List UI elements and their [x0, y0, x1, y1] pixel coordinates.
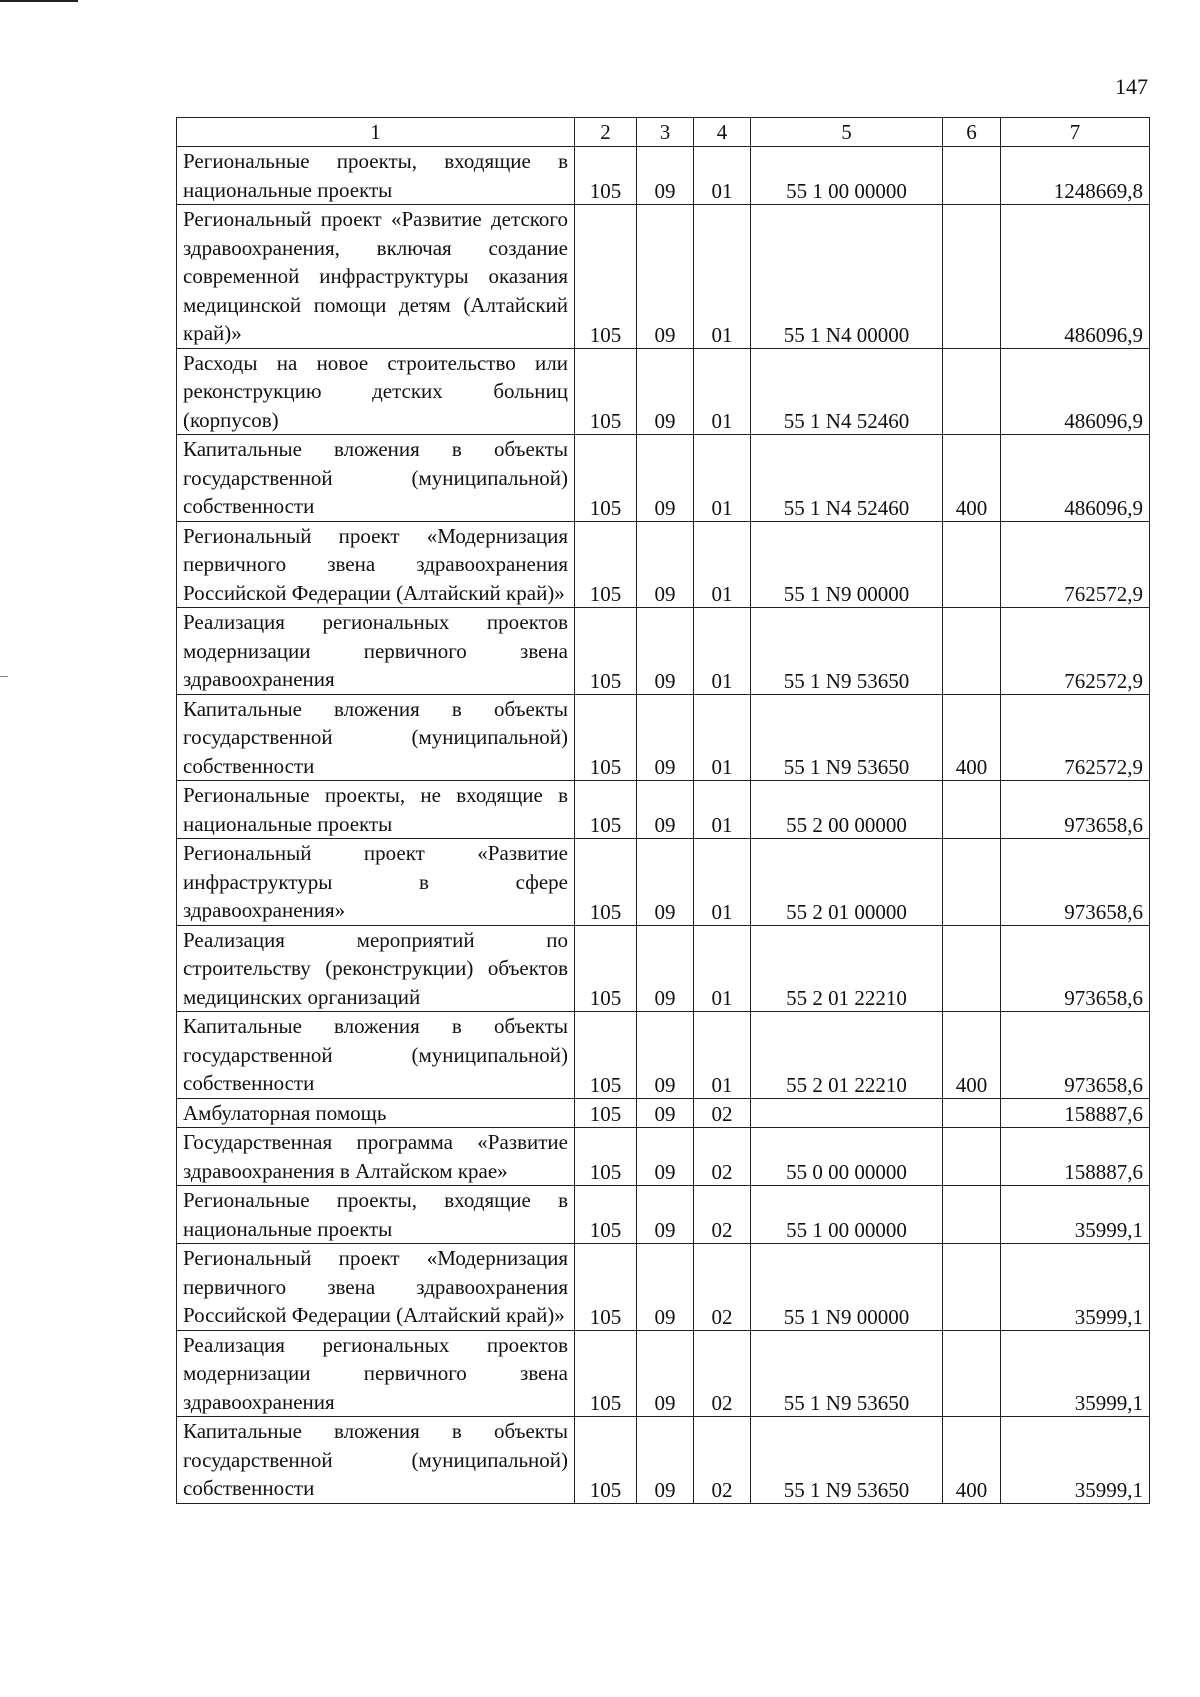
corner-rule [0, 0, 78, 2]
row-name-cell: Региональные проекты, не входящие в национальные проекты [177, 781, 575, 839]
row-amount-cell: 35999,1 [1001, 1186, 1150, 1244]
row-subsection-cell: 01 [694, 608, 751, 695]
row-expense-type-cell [943, 205, 1001, 349]
table-row [177, 694, 1150, 781]
row-amount-cell: 35999,1 [1001, 1330, 1150, 1417]
row-name-cell: Реализация региональных проектов модернизации первичного звена здравоохранения [177, 608, 575, 695]
row-expense-type-cell: 400 [943, 694, 1001, 781]
row-name-cell: Региональный проект «Развитие инфраструктуры в сфере здравоохранения» [177, 839, 575, 926]
row-amount-cell: 35999,1 [1001, 1417, 1150, 1504]
margin-mark [0, 676, 8, 677]
row-subsection-cell: 01 [694, 348, 751, 435]
row-code-cell: 105 [575, 1012, 637, 1099]
row-target-article-cell: 55 1 N4 00000 [751, 205, 943, 349]
row-code-cell: 105 [575, 205, 637, 349]
row-subsection-cell: 01 [694, 781, 751, 839]
row-target-article-cell: 55 1 N9 53650 [751, 1417, 943, 1504]
row-section-cell: 09 [637, 1330, 694, 1417]
header-row [177, 118, 1150, 147]
row-subsection-cell: 01 [694, 147, 751, 205]
row-section-cell: 09 [637, 839, 694, 926]
row-code-cell: 105 [575, 694, 637, 781]
row-expense-type-cell [943, 1186, 1001, 1244]
row-code-cell: 105 [575, 781, 637, 839]
page-number: 147 [1115, 74, 1148, 99]
row-amount-cell: 973658,6 [1001, 781, 1150, 839]
table-body [177, 147, 1150, 1504]
row-target-article-cell: 55 1 N9 53650 [751, 694, 943, 781]
row-amount-cell: 973658,6 [1001, 925, 1150, 1012]
row-section-cell: 09 [637, 147, 694, 205]
row-name-cell: Региональные проекты, входящие в национальные проекты [177, 147, 575, 205]
row-name-cell: Государственная программа «Развитие здравоохранения в Алтайском крае» [177, 1128, 575, 1186]
row-code-cell: 105 [575, 1128, 637, 1186]
row-amount-cell: 973658,6 [1001, 839, 1150, 926]
header-col-7: 7 [1001, 118, 1150, 147]
row-amount-cell: 1248669,8 [1001, 147, 1150, 205]
row-expense-type-cell: 400 [943, 1012, 1001, 1099]
row-expense-type-cell [943, 1098, 1001, 1128]
row-section-cell: 09 [637, 1417, 694, 1504]
row-target-article-cell: 55 2 01 22210 [751, 1012, 943, 1099]
table-row [177, 1098, 1150, 1128]
row-code-cell: 105 [575, 348, 637, 435]
row-expense-type-cell [943, 608, 1001, 695]
row-subsection-cell: 02 [694, 1417, 751, 1504]
header-col-2: 2 [575, 118, 637, 147]
row-expense-type-cell [943, 147, 1001, 205]
row-amount-cell: 486096,9 [1001, 348, 1150, 435]
row-target-article-cell: 55 2 00 00000 [751, 781, 943, 839]
row-code-cell: 105 [575, 1098, 637, 1128]
row-name-cell: Капитальные вложения в объекты государственной (муниципальной) собственности [177, 1417, 575, 1504]
row-expense-type-cell [943, 1330, 1001, 1417]
header-col-5: 5 [751, 118, 943, 147]
row-code-cell: 105 [575, 839, 637, 926]
table-row [177, 1128, 1150, 1186]
row-target-article-cell: 55 1 00 00000 [751, 147, 943, 205]
row-name-cell: Капитальные вложения в объекты государственной (муниципальной) собственности [177, 694, 575, 781]
row-code-cell: 105 [575, 435, 637, 522]
row-section-cell: 09 [637, 925, 694, 1012]
row-subsection-cell: 02 [694, 1128, 751, 1186]
row-target-article-cell [751, 1098, 943, 1128]
row-section-cell: 09 [637, 435, 694, 522]
row-amount-cell: 158887,6 [1001, 1098, 1150, 1128]
row-section-cell: 09 [637, 781, 694, 839]
row-name-cell: Региональные проекты, входящие в национальные проекты [177, 1186, 575, 1244]
row-name-cell: Амбулаторная помощь [177, 1098, 575, 1128]
table-row [177, 1417, 1150, 1504]
row-expense-type-cell [943, 348, 1001, 435]
row-subsection-cell: 01 [694, 694, 751, 781]
row-target-article-cell: 55 0 00 00000 [751, 1128, 943, 1186]
row-section-cell: 09 [637, 1098, 694, 1128]
row-subsection-cell: 01 [694, 435, 751, 522]
row-name-cell: Расходы на новое строительство или реконструкцию детских больниц (корпусов) [177, 348, 575, 435]
row-amount-cell: 762572,9 [1001, 694, 1150, 781]
row-subsection-cell: 02 [694, 1244, 751, 1331]
row-amount-cell: 762572,9 [1001, 521, 1150, 608]
row-expense-type-cell [943, 925, 1001, 1012]
row-name-cell: Реализация мероприятий по строительству (реконструкции) объектов медицинских организаций [177, 925, 575, 1012]
row-target-article-cell: 55 2 01 22210 [751, 925, 943, 1012]
row-target-article-cell: 55 1 N4 52460 [751, 348, 943, 435]
row-subsection-cell: 01 [694, 925, 751, 1012]
header-col-4: 4 [694, 118, 751, 147]
row-section-cell: 09 [637, 1186, 694, 1244]
row-section-cell: 09 [637, 694, 694, 781]
row-code-cell: 105 [575, 147, 637, 205]
table-row [177, 1330, 1150, 1417]
table-row [177, 348, 1150, 435]
row-name-cell: Региональный проект «Модернизация первичного звена здравоохранения Российской Федерации (Алтайский край)» [177, 1244, 575, 1331]
row-expense-type-cell [943, 1128, 1001, 1186]
table-row [177, 781, 1150, 839]
row-subsection-cell: 02 [694, 1186, 751, 1244]
row-code-cell: 105 [575, 521, 637, 608]
row-expense-type-cell: 400 [943, 1417, 1001, 1504]
row-target-article-cell: 55 1 N9 53650 [751, 608, 943, 695]
budget-table [176, 117, 1150, 1504]
row-name-cell: Капитальные вложения в объекты государственной (муниципальной) собственности [177, 435, 575, 522]
header-col-1: 1 [177, 118, 575, 147]
row-name-cell: Региональный проект «Модернизация первичного звена здравоохранения Российской Федерации (Алтайский край)» [177, 521, 575, 608]
row-target-article-cell: 55 1 N9 00000 [751, 521, 943, 608]
row-code-cell: 105 [575, 1417, 637, 1504]
row-amount-cell: 486096,9 [1001, 205, 1150, 349]
row-amount-cell: 973658,6 [1001, 1012, 1150, 1099]
row-subsection-cell: 02 [694, 1098, 751, 1128]
table-row [177, 435, 1150, 522]
row-subsection-cell: 01 [694, 521, 751, 608]
row-target-article-cell: 55 1 N9 53650 [751, 1330, 943, 1417]
row-target-article-cell: 55 1 N9 00000 [751, 1244, 943, 1331]
row-expense-type-cell [943, 839, 1001, 926]
table-row [177, 1186, 1150, 1244]
header-col-6: 6 [943, 118, 1001, 147]
table-row [177, 839, 1150, 926]
row-expense-type-cell [943, 781, 1001, 839]
row-expense-type-cell [943, 1244, 1001, 1331]
row-expense-type-cell: 400 [943, 435, 1001, 522]
row-code-cell: 105 [575, 1244, 637, 1331]
row-code-cell: 105 [575, 608, 637, 695]
row-name-cell: Реализация региональных проектов модернизации первичного звена здравоохранения [177, 1330, 575, 1417]
table-row [177, 1244, 1150, 1331]
row-target-article-cell: 55 1 00 00000 [751, 1186, 943, 1244]
row-amount-cell: 35999,1 [1001, 1244, 1150, 1331]
table-row [177, 205, 1150, 349]
table-row [177, 521, 1150, 608]
row-subsection-cell: 01 [694, 205, 751, 349]
row-section-cell: 09 [637, 348, 694, 435]
row-amount-cell: 158887,6 [1001, 1128, 1150, 1186]
row-subsection-cell: 01 [694, 1012, 751, 1099]
row-code-cell: 105 [575, 1186, 637, 1244]
row-section-cell: 09 [637, 608, 694, 695]
row-amount-cell: 486096,9 [1001, 435, 1150, 522]
row-subsection-cell: 02 [694, 1330, 751, 1417]
row-section-cell: 09 [637, 205, 694, 349]
row-amount-cell: 762572,9 [1001, 608, 1150, 695]
header-col-3: 3 [637, 118, 694, 147]
row-section-cell: 09 [637, 1244, 694, 1331]
table-row [177, 925, 1150, 1012]
row-target-article-cell: 55 1 N4 52460 [751, 435, 943, 522]
row-section-cell: 09 [637, 1128, 694, 1186]
row-target-article-cell: 55 2 01 00000 [751, 839, 943, 926]
row-name-cell: Региональный проект «Развитие детского здравоохранения, включая создание современной инфраструктуры оказания медицинской помощи детям (Алтайский край)» [177, 205, 575, 349]
row-name-cell: Капитальные вложения в объекты государственной (муниципальной) собственности [177, 1012, 575, 1099]
table-row [177, 608, 1150, 695]
row-section-cell: 09 [637, 1012, 694, 1099]
row-code-cell: 105 [575, 1330, 637, 1417]
row-section-cell: 09 [637, 521, 694, 608]
table-row [177, 147, 1150, 205]
row-code-cell: 105 [575, 925, 637, 1012]
row-subsection-cell: 01 [694, 839, 751, 926]
table-row [177, 1012, 1150, 1099]
row-expense-type-cell [943, 521, 1001, 608]
